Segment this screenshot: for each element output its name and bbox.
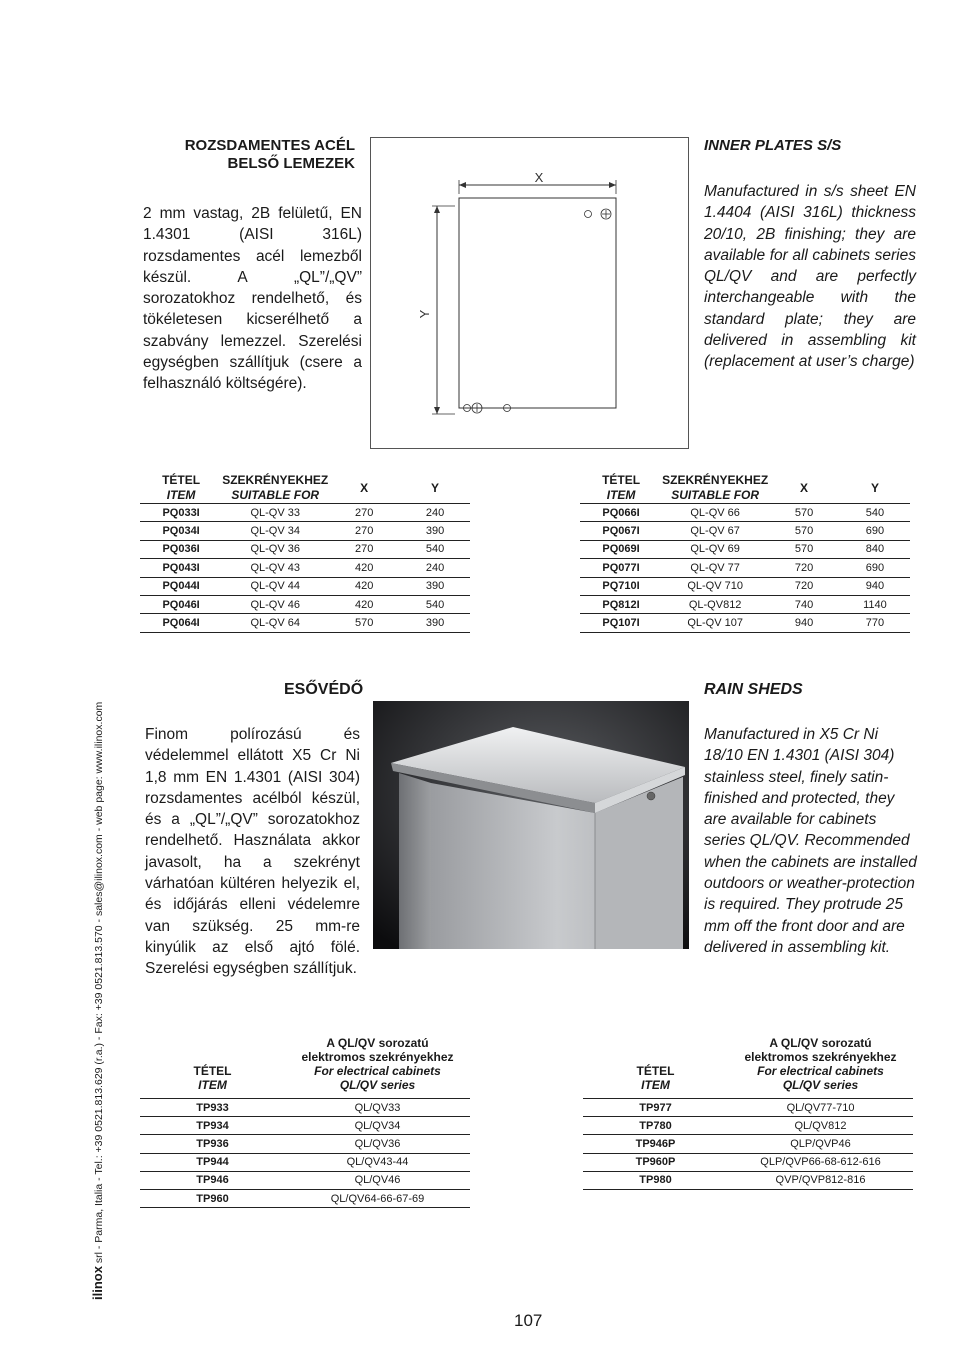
rain-sheds-text-hu: Finom polírozású és védelemmel ellátott X5 Cr Ni 1,8 mm EN 1.4301 (AISI 304) rozsdamentes acélból készül, és a „QL”/„QV” sorozatokhoz rendelhető. Használata akkor javasolt, ha a szekrényt várhatóan kültéren helyezik el, és időjárás elleni védelemre van szükség. 25 mm-re kinyúlik az első ajtó fölé. Szerelési egységben szállítjuk.	[145, 726, 360, 978]
x-value: 270	[328, 504, 400, 522]
y-value: 540	[400, 595, 470, 613]
item-code: TP944	[140, 1153, 285, 1171]
cabinet-series: QL/QV77-710	[728, 1099, 913, 1117]
inner-plates-title-en: INNER PLATES S/S	[704, 137, 842, 154]
header-item: TÉTEL ITEM	[583, 1036, 728, 1099]
table-header-row	[140, 473, 470, 504]
table-header-row	[580, 473, 910, 504]
item-code: TP960	[140, 1189, 285, 1207]
table-row	[583, 1153, 913, 1171]
x-value: 940	[768, 614, 840, 632]
cabinet-series: QL/QV33	[285, 1099, 470, 1117]
y-value: 690	[840, 522, 910, 540]
y-value: 390	[400, 577, 470, 595]
rain-shed-photo	[373, 701, 689, 949]
x-value: 570	[768, 504, 840, 522]
x-value: 720	[768, 559, 840, 577]
sheds-table-left	[140, 1036, 470, 1208]
plate-drawing	[371, 138, 688, 448]
table-row	[580, 504, 910, 522]
title-line-1: ROZSDAMENTES ACÉL	[184, 137, 355, 154]
table-row	[580, 522, 910, 540]
table-row	[140, 1189, 470, 1207]
inner-plate-diagram	[370, 137, 689, 449]
header-x: X	[328, 473, 400, 504]
header-y: Y	[400, 473, 470, 504]
table-header-row	[583, 1036, 913, 1099]
item-code: PQ043I	[140, 559, 222, 577]
plates-table-left	[140, 473, 470, 633]
company-contact-sidebar	[90, 701, 105, 1300]
item-code: TP980	[583, 1171, 728, 1189]
y-value: 1140	[840, 595, 910, 613]
suitable-for: QL-QV 67	[662, 522, 768, 540]
inner-plates-title-hu	[150, 137, 355, 173]
item-code: PQ036I	[140, 540, 222, 558]
suitable-for: QL-QV 66	[662, 504, 768, 522]
y-value: 240	[400, 504, 470, 522]
x-value: 740	[768, 595, 840, 613]
x-value: 420	[328, 577, 400, 595]
cabinet-series: QLP/QVP46	[728, 1135, 913, 1153]
suitable-for: QL-QV 43	[222, 559, 328, 577]
suitable-for: QL-QV 36	[222, 540, 328, 558]
table-row	[140, 595, 470, 613]
header-suitable: SZEKRÉNYEKHEZ SUITABLE FOR	[222, 473, 329, 502]
item-code: PQ107I	[580, 614, 662, 632]
y-value: 540	[400, 540, 470, 558]
header-for-cabinets: A QL/QV sorozatú elektromos szekrényekhez For electrical cabinets QL/QV series	[285, 1036, 470, 1099]
suitable-for: QL-QV 34	[222, 522, 328, 540]
brand-name: ilinox	[90, 1266, 105, 1300]
y-value: 390	[400, 522, 470, 540]
cabinet-series: QVP/QVP812-816	[728, 1171, 913, 1189]
cabinet-series: QL/QV43-44	[285, 1153, 470, 1171]
table-row	[583, 1117, 913, 1135]
x-value: 270	[328, 522, 400, 540]
inner-plates-text-en: Manufactured in s/s sheet EN 1.4404 (AISI 316L) thickness 20/10, 2B finishing; they are available for all cabinets series QL/QV and are perfectly interchangeable with the standard plate; they are delivered in assembling kit (replacement at user’s charge)	[704, 183, 916, 371]
item-code: TP977	[583, 1099, 728, 1117]
item-code: PQ067I	[580, 522, 662, 540]
header-suitable: SZEKRÉNYEKHEZ SUITABLE FOR	[662, 473, 769, 502]
cabinet-image	[373, 701, 689, 949]
table-row	[580, 540, 910, 558]
header-for-cabinets: A QL/QV sorozatú elektromos szekrényekhez For electrical cabinets QL/QV series	[728, 1036, 913, 1099]
table-row	[140, 1117, 470, 1135]
table-row	[580, 614, 910, 632]
rain-sheds-title-en: RAIN SHEDS	[704, 681, 803, 698]
sheds-table-right	[583, 1036, 913, 1190]
header-item: TÉTEL ITEM	[140, 1036, 285, 1099]
table-row	[140, 577, 470, 595]
cabinet-series: QL/QV46	[285, 1171, 470, 1189]
table-row	[140, 522, 470, 540]
table-row	[580, 595, 910, 613]
cabinet-series: QL/QV812	[728, 1117, 913, 1135]
item-code: TP934	[140, 1117, 285, 1135]
x-value: 420	[328, 559, 400, 577]
table-row	[583, 1171, 913, 1189]
contact-text: srl - Parma, Italia - Tel.: +39 0521.813.629 (r.a.) - Fax: +39 0521.813.570 - sales@ilinox.com - web page: www.ilinox.com	[93, 701, 105, 1267]
item-code: PQ064I	[140, 614, 222, 632]
cabinet-series: QLP/QVP66-68-612-616	[728, 1153, 913, 1171]
item-code: PQ812I	[580, 595, 662, 613]
table-header-row	[140, 1036, 470, 1099]
table-row	[140, 1135, 470, 1153]
item-code: TP780	[583, 1117, 728, 1135]
x-dimension-label: X	[534, 170, 544, 185]
item-code: PQ034I	[140, 522, 222, 540]
inner-plates-text-hu: 2 mm vastag, 2B felületű, EN 1.4301 (AISI 316L) rozsdamentes acél lemezből készül. A „QL”/„QV” sorozatokhoz rendelhető, és tökéletesen kicserélhető a szabvány lemezzel. Szerelési egységben szállítjuk (csere a felhasználó költségére).	[143, 205, 362, 393]
suitable-for: QL-QV 710	[662, 577, 768, 595]
suitable-for: QL-QV 64	[222, 614, 328, 632]
suitable-for: QL-QV 44	[222, 577, 328, 595]
x-value: 420	[328, 595, 400, 613]
item-code: TP933	[140, 1099, 285, 1117]
suitable-for: QL-QV812	[662, 595, 768, 613]
header-x: X	[768, 473, 840, 504]
item-code: TP960P	[583, 1153, 728, 1171]
header-item: TÉTEL ITEM	[140, 473, 222, 504]
item-code: PQ077I	[580, 559, 662, 577]
y-dimension-label: Y	[417, 309, 432, 319]
x-value: 570	[768, 540, 840, 558]
table-row	[140, 614, 470, 632]
item-code: TP936	[140, 1135, 285, 1153]
cabinet-series: QL/QV34	[285, 1117, 470, 1135]
y-value: 690	[840, 559, 910, 577]
y-value: 540	[840, 504, 910, 522]
suitable-for: QL-QV 33	[222, 504, 328, 522]
table-row	[583, 1099, 913, 1117]
title-line-2: BELSŐ LEMEZEK	[227, 155, 355, 172]
header-item: TÉTEL ITEM	[580, 473, 662, 504]
cabinet-series: QL/QV64-66-67-69	[285, 1189, 470, 1207]
plates-table-right	[580, 473, 910, 633]
item-code: TP946P	[583, 1135, 728, 1153]
suitable-for: QL-QV 69	[662, 540, 768, 558]
table-row	[140, 540, 470, 558]
y-value: 390	[400, 614, 470, 632]
x-value: 270	[328, 540, 400, 558]
item-code: PQ033I	[140, 504, 222, 522]
x-value: 570	[328, 614, 400, 632]
rain-sheds-title-hu: ESŐVÉDŐ	[284, 681, 364, 698]
item-code: PQ044I	[140, 577, 222, 595]
x-value: 570	[768, 522, 840, 540]
table-row	[580, 559, 910, 577]
y-value: 940	[840, 577, 910, 595]
table-row	[580, 577, 910, 595]
item-code: PQ710I	[580, 577, 662, 595]
table-row	[583, 1135, 913, 1153]
table-row	[140, 1171, 470, 1189]
y-value: 240	[400, 559, 470, 577]
cabinet-series: QL/QV36	[285, 1135, 470, 1153]
item-code: PQ069I	[580, 540, 662, 558]
x-value: 720	[768, 577, 840, 595]
item-code: TP946	[140, 1171, 285, 1189]
item-code: PQ046I	[140, 595, 222, 613]
table-row	[140, 559, 470, 577]
suitable-for: QL-QV 46	[222, 595, 328, 613]
suitable-for: QL-QV 77	[662, 559, 768, 577]
header-y: Y	[840, 473, 910, 504]
page-number: 107	[514, 1311, 543, 1330]
suitable-for: QL-QV 107	[662, 614, 768, 632]
item-code: PQ066I	[580, 504, 662, 522]
table-row	[140, 504, 470, 522]
table-row	[140, 1099, 470, 1117]
y-value: 840	[840, 540, 910, 558]
y-value: 770	[840, 614, 910, 632]
rain-sheds-text-en: Manufactured in X5 Cr Ni 18/10 EN 1.4301 (AISI 304) stainless steel, finely satin-finished and protected, they are available for cabinets series QL/QV. Recommended when the cabinets are installed outdoors or weather-protection is required. They protrude 25 mm off the front door and are delivered in assembling kit.	[704, 726, 917, 956]
table-row	[140, 1153, 470, 1171]
